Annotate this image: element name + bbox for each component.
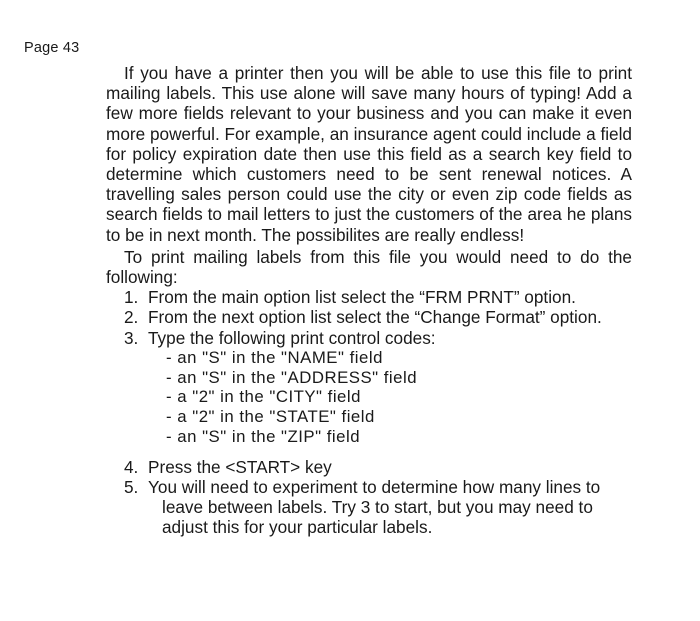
step-number: 2. — [124, 307, 139, 328]
step-number: 3. — [124, 327, 139, 348]
list-item — [106, 457, 632, 477]
step-text: Press the <START> key — [148, 456, 332, 477]
step-number: 1. — [124, 287, 139, 308]
steps-list-continued — [106, 457, 632, 538]
list-item — [106, 307, 632, 327]
list-item — [106, 477, 632, 538]
list-item: - a "2" in the "STATE" field — [166, 407, 375, 427]
page-number: Page 43 — [24, 40, 80, 56]
step-text: From the main option list select the “FRM PRNT” option. — [148, 287, 576, 308]
list-item: - a "2" in the "CITY" field — [166, 387, 361, 407]
intro-paragraph: If you have a printer then you will be able to use this file to print mailing labels. This use alone will save many hours of typing! Add a few more fields relevant to your business and you can make it even more powerful. For example, an insurance agent could include a field for policy expiration date then use this field as a search key field to determine which customers need to be sent renewal notices. A travelling sales person could use the city or even zip code fields as search fields to mail letters to just the customers of the area he plans to be in next month. The possibilites are really endless! — [106, 63, 632, 245]
page-body — [106, 63, 632, 538]
list-item — [106, 328, 632, 348]
step-text: You will need to experiment to determine how many lines to leave between labels. Try 3 to start, but you may need to adjust this for your particular labels. — [148, 477, 601, 538]
steps-list — [106, 287, 632, 348]
list-item: - an "S" in the "ADDRESS" field — [166, 367, 418, 387]
step-number: 5. — [124, 477, 139, 498]
step-number: 4. — [124, 456, 139, 477]
list-item: - an "S" in the "NAME" field — [166, 347, 383, 367]
print-codes-list — [166, 348, 632, 447]
instructions-paragraph: To print mailing labels from this file you would need to do the following: — [106, 246, 632, 288]
list-item — [106, 287, 632, 307]
step-text: From the next option list select the “Change Format” option. — [148, 307, 602, 328]
list-item: - an "S" in the "ZIP" field — [166, 427, 361, 447]
step-text: Type the following print control codes: — [148, 327, 436, 348]
